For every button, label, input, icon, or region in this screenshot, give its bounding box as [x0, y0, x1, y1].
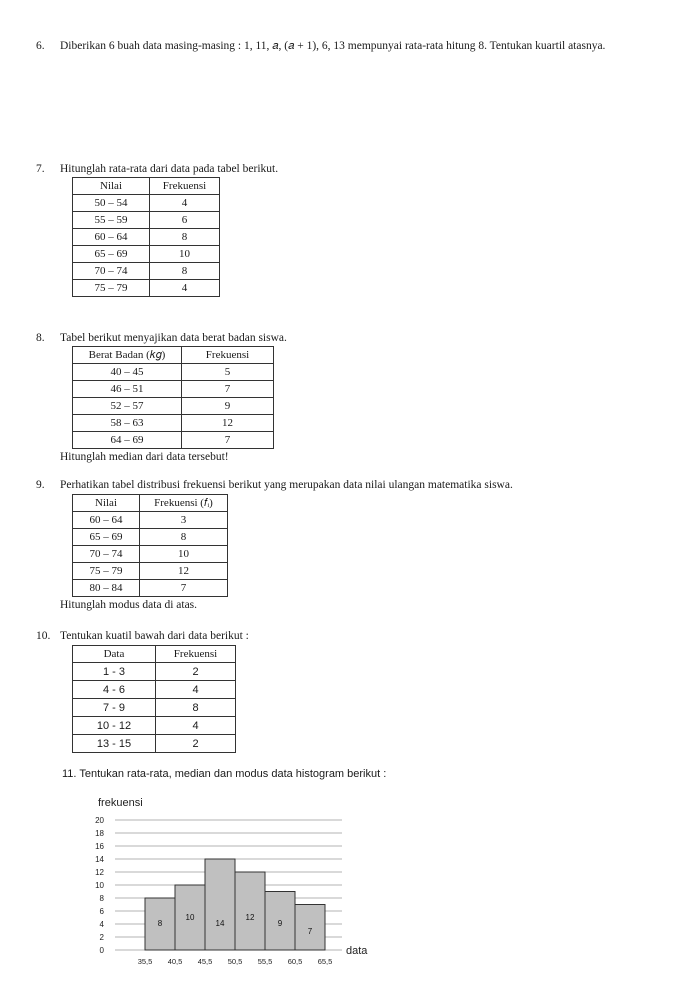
table-cell: 2 [156, 663, 236, 681]
y-tick-label: 10 [95, 881, 104, 890]
x-tick-label: 40,5 [167, 957, 183, 966]
table-header-row [73, 347, 274, 364]
table-row [73, 699, 236, 717]
table-cell: 7 [140, 580, 228, 597]
table-row [73, 229, 220, 246]
table-cell: 4 [150, 280, 220, 297]
table-header: Nilai [73, 495, 140, 512]
table-cell: 8 [150, 229, 220, 246]
table-cell: 50 – 54 [73, 195, 150, 212]
table-row [73, 415, 274, 432]
y-tick-label: 18 [95, 829, 104, 838]
table-cell: 80 – 84 [73, 580, 140, 597]
question-text: Tentukan kuatil bawah dari data berikut : [60, 630, 249, 642]
question-7 [36, 163, 278, 175]
table-cell: 8 [140, 529, 228, 546]
table-cell: 65 – 69 [73, 529, 140, 546]
q10-table [72, 645, 236, 753]
table-cell: 10 [140, 546, 228, 563]
y-tick-label: 8 [99, 894, 104, 903]
histogram-chart [80, 790, 380, 970]
table-row [73, 663, 236, 681]
table-row [73, 432, 274, 449]
x-tick-label: 45,5 [197, 957, 213, 966]
q8-instruction: Hitunglah median dari data tersebut! [60, 451, 229, 463]
question-number: 6. [36, 40, 45, 52]
table-cell: 13 - 15 [73, 735, 156, 753]
table-row [73, 195, 220, 212]
question-6 [36, 40, 605, 53]
histogram-bar [235, 872, 265, 950]
y-tick-label: 4 [99, 920, 104, 929]
table-cell: 7 [182, 381, 274, 398]
table-header: Berat Badan (𝑘𝑔) [73, 347, 182, 364]
q9-table [72, 494, 228, 597]
table-cell: 4 [156, 717, 236, 735]
table-row [73, 280, 220, 297]
table-cell: 5 [182, 364, 274, 381]
table-row [73, 681, 236, 699]
table-cell: 75 – 79 [73, 563, 140, 580]
table-cell: 6 [150, 212, 220, 229]
table-row [73, 364, 274, 381]
y-tick-label: 20 [95, 816, 104, 825]
table-cell: 10 - 12 [73, 717, 156, 735]
table-cell: 1 - 3 [73, 663, 156, 681]
table-cell: 65 – 69 [73, 246, 150, 263]
table-cell: 55 – 59 [73, 212, 150, 229]
table-cell: 46 – 51 [73, 381, 182, 398]
table-cell: 75 – 79 [73, 280, 150, 297]
table-row [73, 580, 228, 597]
table-row [73, 263, 220, 280]
question-number: 8. [36, 332, 45, 344]
x-tick-label: 65,5 [317, 957, 333, 966]
y-tick-label: 16 [95, 842, 104, 851]
table-row [73, 212, 220, 229]
question-9 [36, 479, 513, 491]
table-header: Nilai [73, 178, 150, 195]
table-header: Frekuensi [182, 347, 274, 364]
q9-instruction: Hitunglah modus data di atas. [60, 599, 198, 611]
q8-table [72, 346, 274, 449]
table-cell: 9 [182, 398, 274, 415]
table-cell: 4 [156, 681, 236, 699]
y-tick-label: 12 [95, 868, 104, 877]
table-row [73, 735, 236, 753]
table-cell: 70 – 74 [73, 263, 150, 280]
y-tick-label: 0 [99, 946, 104, 955]
table-cell: 7 - 9 [73, 699, 156, 717]
question-text: Tabel berikut menyajikan data berat badan siswa. [60, 332, 287, 344]
table-cell: 70 – 74 [73, 546, 140, 563]
question-8 [36, 332, 287, 344]
table-cell: 4 - 6 [73, 681, 156, 699]
x-axis-label: data [346, 945, 368, 957]
table-row [73, 398, 274, 415]
table-row [73, 529, 228, 546]
x-tick-label: 35,5 [137, 957, 153, 966]
x-tick-label: 55,5 [257, 957, 273, 966]
table-cell: 4 [150, 195, 220, 212]
question-text: Diberikan 6 buah data masing-masing : 1, 11, 𝑎, (𝑎 + 1), 6, 13 mempunyai rata-rata hitung 8. Tentukan kuartil atasnya. [60, 40, 606, 52]
question-number: 10. [36, 630, 51, 642]
question-number: 7. [36, 163, 45, 175]
table-header: Frekuensi (𝑓ᵢ) [140, 495, 228, 512]
table-header: Data [73, 646, 156, 663]
table-header-row [73, 495, 228, 512]
table-cell: 64 – 69 [73, 432, 182, 449]
bar-value-label: 12 [245, 913, 255, 922]
x-tick-label: 50,5 [227, 957, 243, 966]
table-row [73, 563, 228, 580]
table-row [73, 546, 228, 563]
table-cell: 2 [156, 735, 236, 753]
table-cell: 10 [150, 246, 220, 263]
question-number: 9. [36, 479, 45, 491]
table-cell: 40 – 45 [73, 364, 182, 381]
table-header-row [73, 178, 220, 195]
bar-value-label: 14 [215, 919, 225, 928]
table-cell: 8 [150, 263, 220, 280]
table-cell: 12 [182, 415, 274, 432]
bar-value-label: 10 [185, 913, 195, 922]
question-text: Perhatikan tabel distribusi frekuensi berikut yang merupakan data nilai ulangan matematika siswa. [60, 479, 513, 491]
table-cell: 52 – 57 [73, 398, 182, 415]
table-cell: 60 – 64 [73, 229, 150, 246]
table-row [73, 246, 220, 263]
table-cell: 8 [156, 699, 236, 717]
table-cell: 58 – 63 [73, 415, 182, 432]
histogram-bar [205, 859, 235, 950]
table-header: Frekuensi [156, 646, 236, 663]
question-text: Hitunglah rata-rata dari data pada tabel berikut. [60, 163, 279, 175]
bar-value-label: 7 [307, 927, 313, 936]
y-tick-label: 2 [99, 933, 104, 942]
table-row [73, 512, 228, 529]
question-10 [36, 630, 249, 642]
bar-value-label: 8 [157, 919, 163, 928]
table-cell: 7 [182, 432, 274, 449]
question-11: 11. Tentukan rata-rata, median dan modus data histogram berikut : [62, 768, 387, 780]
table-row [73, 717, 236, 735]
x-tick-label: 60,5 [287, 957, 303, 966]
bar-value-label: 9 [277, 919, 283, 928]
table-cell: 3 [140, 512, 228, 529]
table-row [73, 381, 274, 398]
table-cell: 60 – 64 [73, 512, 140, 529]
table-header: Frekuensi [150, 178, 220, 195]
y-tick-label: 14 [95, 855, 104, 864]
table-header-row [73, 646, 236, 663]
y-axis-label: frekuensi [98, 797, 143, 809]
table-cell: 12 [140, 563, 228, 580]
y-tick-label: 6 [99, 907, 104, 916]
q7-table [72, 177, 220, 297]
